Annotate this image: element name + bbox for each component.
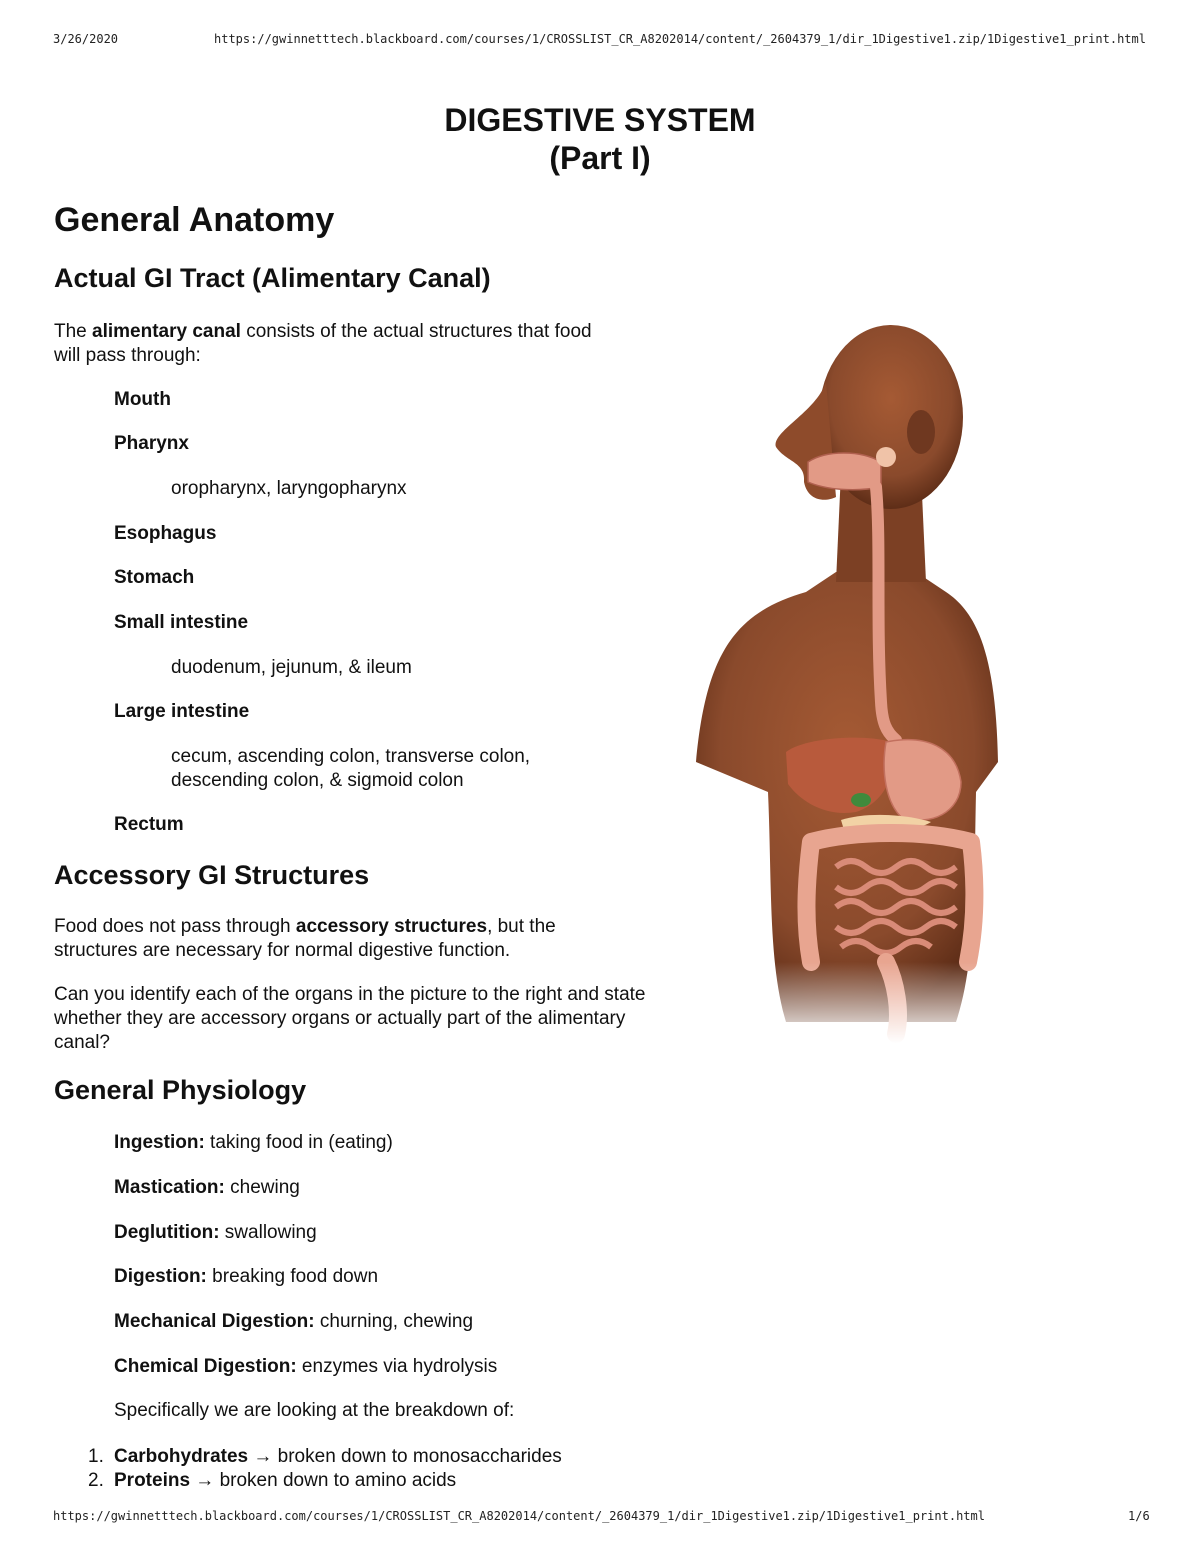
accessory-text-rest: , but the structures are necessary for normal digestive function. (54, 916, 556, 961)
term-def: enzymes via hydrolysis (296, 1356, 498, 1377)
list-item-pharynx: Pharynx (114, 433, 189, 454)
term-deglutition (114, 1221, 317, 1245)
breakdown-intro: Specifically we are looking at the breakdown of: (114, 1400, 515, 1421)
ordered-item-carbohydrates (88, 1445, 562, 1469)
term-chemical-digestion (114, 1355, 497, 1379)
term-label: Mastication: (114, 1177, 225, 1198)
gi-tract-intro (54, 320, 614, 368)
list-number: 2. (88, 1470, 104, 1491)
footer-url: https://gwinnetttech.blackboard.com/courses/1/CROSSLIST_CR_A8202014/content/_2604379_1/dir_1Digestive1.zip/1Digestive1_print.html (53, 1509, 985, 1523)
term-ingestion (114, 1131, 393, 1155)
ordered-item-proteins (88, 1469, 456, 1493)
list-item-small-intestine: Small intestine (114, 612, 249, 633)
term-digestion (114, 1265, 378, 1289)
accessory-para-2: Can you identify each of the organs in the picture to the right and state whether they are accessory organs or actually part of the alimentary canal? (54, 984, 646, 1053)
term-mastication (114, 1176, 300, 1200)
digestive-system-figure (676, 322, 1004, 1044)
title-line-1: DIGESTIVE SYSTEM (444, 102, 756, 138)
list-item-rectum: Rectum (114, 814, 184, 835)
list-item-stomach: Stomach (114, 567, 195, 588)
breakdown-term: Proteins (114, 1470, 191, 1491)
figure-illustration (676, 322, 1004, 1044)
term-label: Ingestion: (114, 1132, 205, 1153)
term-mechanical-digestion (114, 1310, 473, 1334)
breakdown-def: → broken down to monosaccharides (248, 1446, 562, 1467)
list-sub-large-intestine-2: descending colon, & sigmoid colon (171, 770, 464, 791)
heading-general-anatomy: General Anatomy (54, 201, 335, 239)
term-def: chewing (224, 1177, 300, 1198)
list-item-large-intestine: Large intestine (114, 701, 250, 722)
salivary-gland (876, 447, 896, 467)
list-sub-pharynx: oropharynx, laryngopharynx (171, 478, 407, 499)
list-item-esophagus: Esophagus (114, 523, 217, 544)
intro-text-rest: consists of the actual structures that food will pass through: (54, 321, 592, 366)
breakdown-def: → broken down to amino acids (190, 1470, 457, 1491)
accessory-term: accessory structures (295, 916, 488, 937)
term-label: Deglutition: (114, 1222, 220, 1243)
heading-accessory: Accessory GI Structures (54, 860, 370, 890)
intro-text: The (54, 321, 93, 342)
list-item-mouth: Mouth (114, 389, 171, 410)
oral-cavity (808, 453, 881, 490)
term-label: Digestion: (114, 1266, 207, 1287)
page-number: 1/6 (1128, 1509, 1150, 1523)
heading-general-physiology: General Physiology (54, 1075, 307, 1105)
list-sub-small-intestine: duodenum, jejunum, & ileum (171, 657, 412, 678)
accessory-text: Food does not pass through (54, 916, 296, 937)
ear-shape (907, 410, 935, 454)
accessory-para-1 (54, 915, 634, 963)
breakdown-term: Carbohydrates (114, 1446, 249, 1467)
term-def: taking food in (eating) (204, 1132, 393, 1153)
intro-term: alimentary canal (92, 321, 241, 342)
list-sub-large-intestine-1: cecum, ascending colon, transverse colon, (171, 746, 531, 767)
figure-fade (676, 962, 1004, 1044)
list-number: 1. (88, 1446, 104, 1467)
term-label: Mechanical Digestion: (114, 1311, 315, 1332)
heading-gi-tract: Actual GI Tract (Alimentary Canal) (54, 263, 491, 293)
term-def: swallowing (219, 1222, 317, 1243)
title-line-2: (Part I) (549, 140, 651, 176)
term-label: Chemical Digestion: (114, 1356, 297, 1377)
page-title (0, 101, 1200, 177)
print-date: 3/26/2020 (53, 32, 119, 46)
print-url: https://gwinnetttech.blackboard.com/courses/1/CROSSLIST_CR_A8202014/content/_2604379_1/dir_1Digestive1.zip/1Digestive1_print.html (214, 32, 1146, 46)
term-def: breaking food down (206, 1266, 379, 1287)
term-def: churning, chewing (314, 1311, 474, 1332)
gallbladder (851, 793, 871, 807)
